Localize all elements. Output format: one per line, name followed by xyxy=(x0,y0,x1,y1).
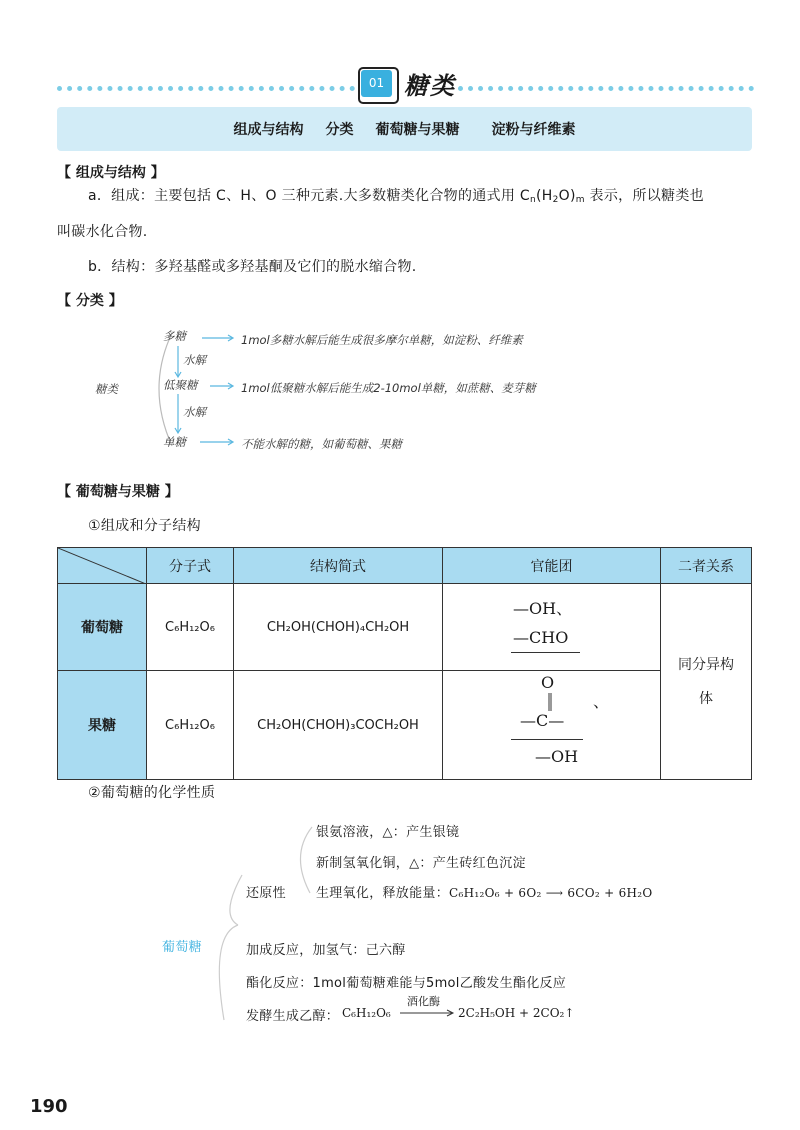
fructose-structure: CH₂OH(CHOH)₃COCH₂OH xyxy=(234,671,443,780)
props-addition: 加成反应，加氢气：己六醇 xyxy=(246,943,406,958)
section-heading-glucose-fructose: 【 葡萄糖与果糖 】 xyxy=(57,484,179,500)
props-reducing: 还原性 xyxy=(246,886,286,901)
th-relation: 二者关系 xyxy=(661,548,752,584)
glucose-functional-group xyxy=(443,584,661,671)
ferment-lhs: C₆H₁₂O₆ xyxy=(342,1006,391,1020)
table-row-fructose xyxy=(58,671,752,780)
class-mono-desc: 不能水解的糖，如葡萄糖、果糖 xyxy=(241,437,402,451)
table-row-glucose xyxy=(58,584,752,671)
topic-bar xyxy=(57,107,752,151)
composition-b: b．结构：多羟基醛或多羟基酮及它们的脱水缩合物. xyxy=(88,259,417,275)
props-silver-mirror: 银氨溶液，△：产生银镜 xyxy=(316,825,460,840)
subheading-chem-props: ②葡萄糖的化学性质 xyxy=(88,785,216,801)
topic-classification: 分类 xyxy=(325,122,354,138)
class-poly: 多糖 xyxy=(163,329,186,343)
props-root: 葡萄糖 xyxy=(162,940,202,955)
fructose-formula: C₆H₁₂O₆ xyxy=(147,671,234,780)
ferment-condition: 酒化酶 xyxy=(407,995,440,1008)
composition-a-line2: 叫碳水化合物. xyxy=(57,224,148,240)
header-dots-right xyxy=(458,86,754,91)
corner-diagonal xyxy=(58,548,146,584)
fructose-functional-group xyxy=(443,671,661,780)
fg-oh: —OH、 xyxy=(513,598,573,618)
topic-glucose-fructose: 葡萄糖与果糖 xyxy=(375,122,460,138)
relation-cell xyxy=(661,584,752,780)
row-head-fructose: 果糖 xyxy=(58,671,147,780)
fg-carbonyl-c: —C— xyxy=(520,711,565,730)
brace-lower xyxy=(219,925,238,1020)
fg-fructose-oh: —OH xyxy=(535,747,579,766)
fg-separator: 、 xyxy=(593,692,610,711)
props-esterification: 酯化反应：1mol葡萄糖难能与5mol乙酸发生酯化反应 xyxy=(246,976,567,991)
glucose-structure: CH₂OH(CHOH)₄CH₂OH xyxy=(234,584,443,671)
fg-cho: —CHO xyxy=(511,624,580,653)
fg-divider xyxy=(511,739,583,740)
ferment-arrow xyxy=(400,1008,456,1018)
fg-carbonyl-o: O xyxy=(541,673,555,692)
th-functional-group: 官能团 xyxy=(443,548,661,584)
props-oxidation: 生理氧化，释放能量：C₆H₁₂O₆ + 6O₂ ⟶ 6CO₂ + 6H₂O xyxy=(316,886,653,901)
row-head-glucose: 葡萄糖 xyxy=(58,584,147,671)
class-hydrolysis-1: 水解 xyxy=(183,353,206,367)
relation-line1: 同分异构 xyxy=(678,656,734,673)
brace-upper xyxy=(230,875,242,925)
th-structure: 结构简式 xyxy=(234,548,443,584)
glucose-formula: C₆H₁₂O₆ xyxy=(147,584,234,671)
class-oligo-desc: 1mol低聚糖水解后能生成2-10mol单糖，如蔗糖、麦芽糖 xyxy=(241,381,536,395)
page-number: 190 xyxy=(30,1096,68,1117)
chapter-number: 01 xyxy=(361,70,392,97)
relation-line2: 体 xyxy=(699,690,713,707)
ferment-rhs: 2C₂H₅OH + 2CO₂↑ xyxy=(458,1006,575,1020)
class-mono: 单糖 xyxy=(163,435,186,449)
table-corner-cell xyxy=(58,548,147,584)
fg-double-bond xyxy=(548,693,552,713)
class-oligo: 低聚糖 xyxy=(163,378,198,392)
section-heading-classification: 【 分类 】 xyxy=(57,293,123,309)
table-header-row xyxy=(58,548,752,584)
props-brace-diagram xyxy=(190,815,320,1030)
class-poly-desc: 1mol多糖水解后能生成很多摩尔单糖，如淀粉、纤维素 xyxy=(241,333,523,347)
props-copper: 新制氢氧化铜，△：产生砖红色沉淀 xyxy=(316,856,526,871)
subheading-structure: ①组成和分子结构 xyxy=(88,518,201,534)
topic-starch-cellulose: 淀粉与纤维素 xyxy=(491,122,576,138)
composition-a-line1: a．组成：主要包括 C、H、O 三种元素.大多数糖类化合物的通式用 $C_n(H_2O)_m$ 表示，所以糖类也 xyxy=(88,188,704,205)
chapter-title: 糖类 xyxy=(404,71,456,100)
glucose-fructose-table xyxy=(57,547,752,780)
th-formula: 分子式 xyxy=(147,548,234,584)
topic-composition: 组成与结构 xyxy=(233,122,304,138)
brace-reducing xyxy=(300,827,312,893)
header-dots-left xyxy=(57,86,355,91)
section-heading-composition: 【 组成与结构 】 xyxy=(57,165,165,181)
class-hydrolysis-2: 水解 xyxy=(183,405,206,419)
class-root: 糖类 xyxy=(95,382,118,396)
props-fermentation: 发酵生成乙醇： xyxy=(246,1009,340,1024)
